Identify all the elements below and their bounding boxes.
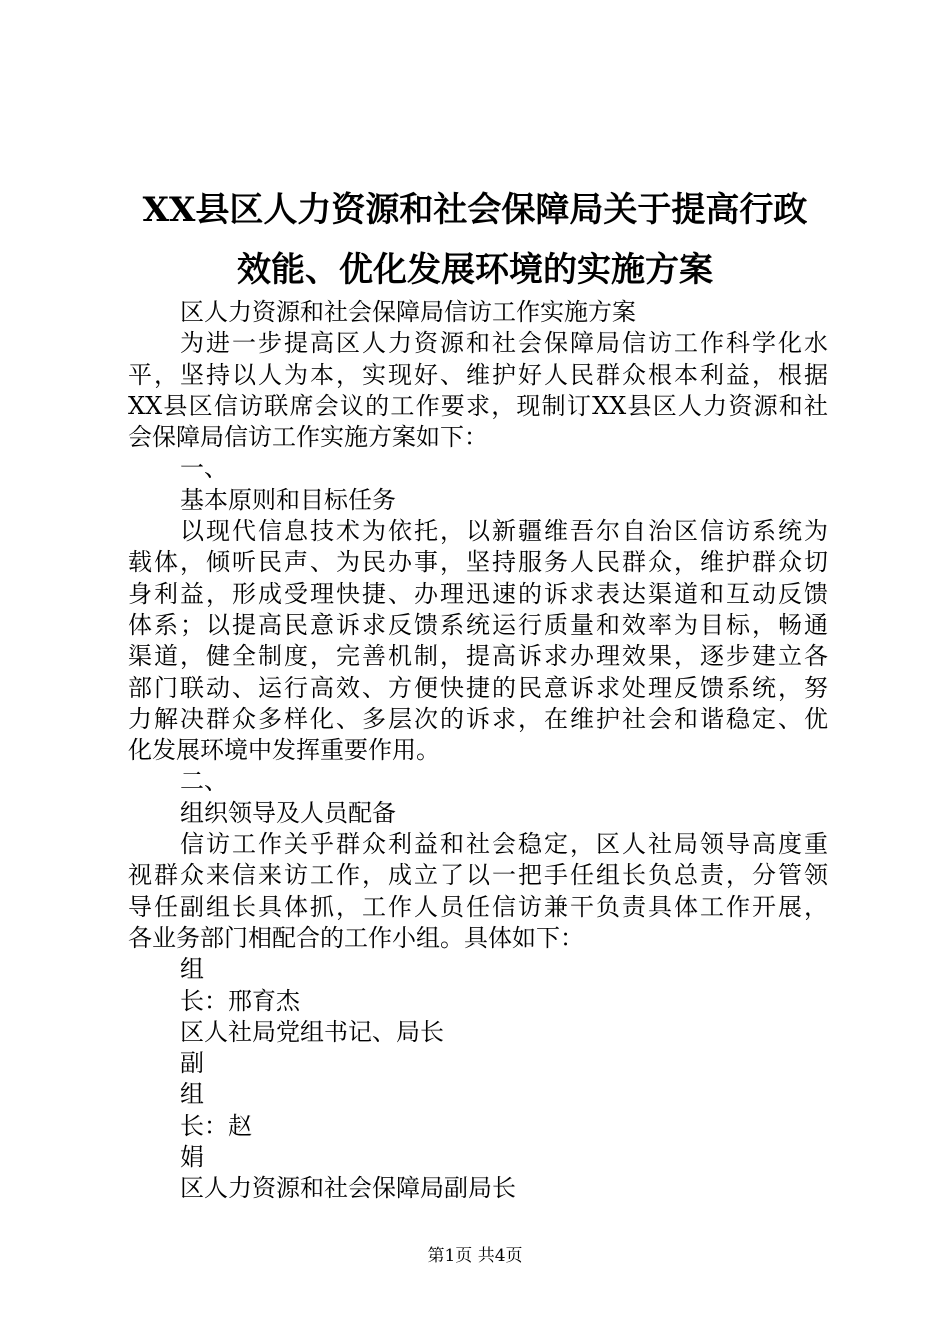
paragraph-line: 导任副组长具体抓，工作人员任信访兼干负责具体工作开展， (128, 892, 828, 921)
paragraph-line: 渠道，健全制度，完善机制，提高诉求办理效果，逐步建立各 (128, 642, 828, 671)
paragraph-line: 信访工作关乎群众利益和社会稳定，区人社局领导高度重 (180, 830, 828, 859)
roster-line: 组 (180, 1080, 204, 1109)
roster-line: 组 (180, 955, 204, 984)
paragraph-line: 平，坚持以人为本，实现好、维护好人民群众根本利益，根据 (128, 360, 828, 389)
section-number: 二、 (180, 767, 228, 796)
paragraph-line: 部门联动、运行高效、方便快捷的民意诉求处理反馈系统，努 (128, 673, 828, 702)
section-heading: 基本原则和目标任务 (180, 485, 396, 514)
page-number-footer: 第1页 共4页 (427, 1246, 523, 1266)
roster-line: 区人社局党组书记、局长 (180, 1017, 444, 1046)
paragraph-line: 为进一步提高区人力资源和社会保障局信访工作科学化水 (180, 329, 828, 358)
paragraph-line: 视群众来信来访工作，成立了以一把手任组长负总责，分管领 (128, 861, 828, 890)
section-heading: 区人力资源和社会保障局信访工作实施方案 (180, 298, 636, 326)
paragraph-line: 载体，倾听民声、为民办事，坚持服务人民群众，维护群众切 (128, 548, 828, 577)
section-heading: 组织领导及人员配备 (180, 798, 396, 827)
paragraph-line: 以现代信息技术为依托，以新疆维吾尔自治区信访系统为 (180, 517, 828, 546)
paragraph-line: 力解决群众多样化、多层次的诉求，在维护社会和谐稳定、优 (128, 704, 828, 733)
paragraph-line: 身利益，形成受理快捷、办理迅速的诉求表达渠道和互动反馈 (128, 579, 828, 608)
roster-line: 长：赵 (180, 1111, 252, 1140)
roster-line: 娟 (180, 1143, 204, 1172)
paragraph-line: 会保障局信访工作实施方案如下： (128, 423, 488, 452)
document-body (128, 297, 828, 1205)
document-title-line-1: XX县区人力资源和社会保障局关于提高行政 (142, 190, 808, 230)
paragraph-line: 体系；以提高民意诉求反馈系统运行质量和效率为目标，畅通 (128, 610, 828, 639)
roster-line: 长：邢育杰 (180, 986, 300, 1015)
paragraph-line: 化发展环境中发挥重要作用。 (128, 736, 440, 765)
roster-line: 副 (180, 1049, 204, 1078)
section-number: 一、 (180, 454, 228, 483)
roster-line: 区人力资源和社会保障局副局长 (180, 1174, 516, 1203)
paragraph-line: XX县区信访联席会议的工作要求，现制订XX县区人力资源和社 (128, 391, 828, 420)
document-title-line-2: 效能、优化发展环境的实施方案 (237, 250, 713, 290)
paragraph-line: 各业务部门相配合的工作小组。具体如下： (128, 923, 584, 952)
